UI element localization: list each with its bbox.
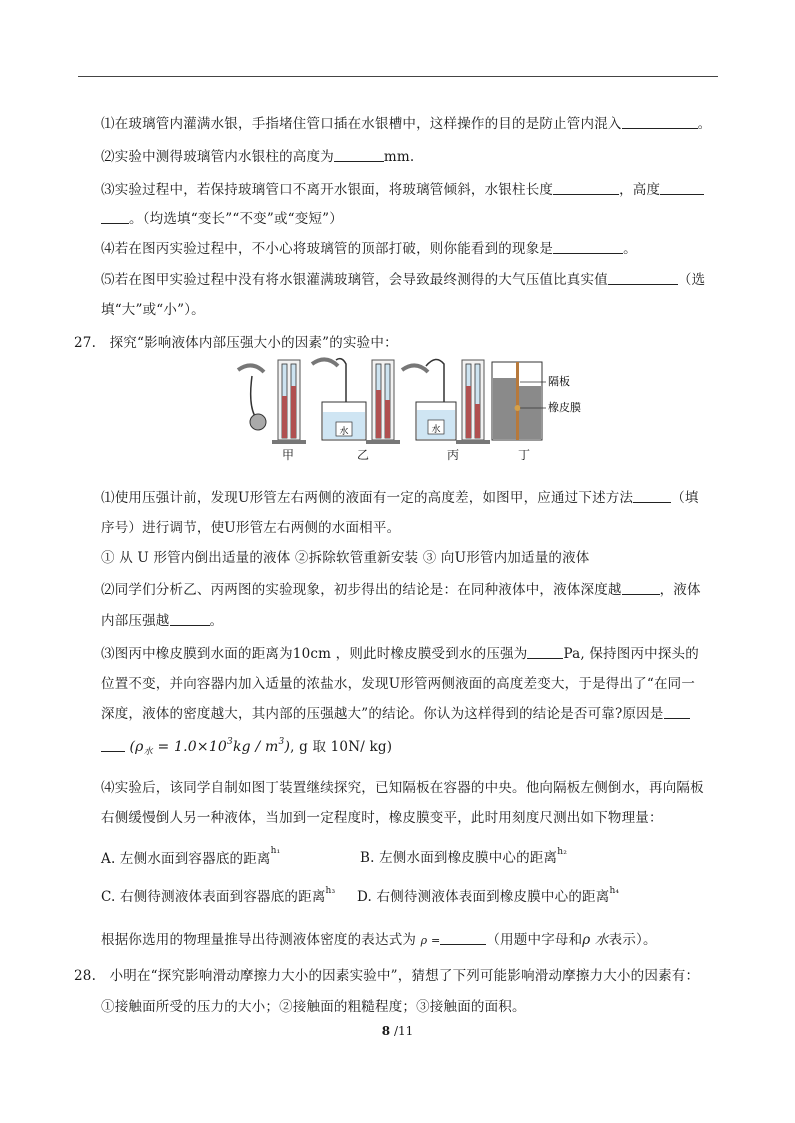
figure-ding	[492, 362, 581, 440]
q27-option-a: A. 左侧水面到容器底的距离$^{h_1}$	[101, 846, 281, 867]
caption-ding: 丁	[518, 448, 531, 462]
caption-jia: 甲	[282, 448, 295, 462]
answer-blank[interactable]	[334, 148, 384, 162]
q27-part4-cont: 右侧缓慢倒人另一种液体，当加到一定程度时，橡皮膜变平，此时用刻度尺测出如下物理量：	[101, 810, 663, 826]
answer-blank[interactable]	[101, 738, 125, 752]
figure-yi	[312, 359, 400, 444]
hand-icon	[402, 365, 428, 372]
q26-part2: ⑵实验中测得玻璃管内水银柱的高度为 mm.	[101, 149, 415, 165]
q28-line1: 28. 小明在“探究影响滑动摩擦力大小的因素实验中”，猜想了下列可能影响滑动摩擦力大小的因素有：	[74, 968, 700, 984]
header-rule	[78, 76, 718, 77]
answer-blank[interactable]	[664, 705, 690, 719]
hand-icon	[238, 365, 264, 372]
q27-option-c: C. 右侧待测液体表面到容器底的距离$^{h_3}$	[101, 886, 336, 905]
membrane-icon	[515, 405, 521, 411]
answer-blank[interactable]	[553, 240, 623, 254]
q27-part1-cont: 序号）进行调节，使U形管左右两侧的水面相平。	[101, 520, 401, 536]
q27-formula: $(\rho_水 = 1.0\times 10^3kg / m^3)$, g 取 10N/ kg)	[101, 735, 392, 757]
experiment-figure	[230, 356, 590, 460]
q27-option-d: D. 右侧待测液体表面到橡皮膜中心的距离$^{h_4}$	[357, 886, 620, 905]
q27-options: ① 从 U 形管内倒出适量的液体 ②拆除软管重新安装 ③ 向U形管内加适量的液体	[101, 550, 590, 566]
tube-icon	[251, 376, 256, 418]
q27-part3-cont2: 深度，液体的密度越大，其内部的压强越大”的结论。你认为这样得到的结论是否可靠?原因是	[101, 702, 690, 722]
probe-icon	[250, 414, 266, 430]
q26-part3: ⑶实验过程中，若保持玻璃管口不离开水银面，将玻璃管倾斜，水银柱长度 ，高度	[101, 178, 704, 198]
q26-part5: ⑸若在图甲实验过程中没有将水银灌满玻璃管，会导致最终测得的大气压值比真实值 （选	[101, 272, 706, 288]
answer-blank[interactable]	[527, 645, 563, 659]
label-membrane: 橡皮膜	[548, 401, 581, 414]
answer-blank[interactable]	[440, 931, 486, 945]
answer-blank[interactable]	[633, 489, 671, 503]
figure-jia	[238, 360, 306, 444]
u-tube-frame	[278, 360, 300, 440]
answer-blank[interactable]	[622, 115, 698, 129]
q27-part4: ⑷实验后，该同学自制如图丁装置继续探究，已知隔板在容器的中央。他向隔板左侧倒水，再向隔板	[101, 780, 704, 796]
answer-blank[interactable]	[101, 210, 129, 224]
q27-part2-cont: 内部压强越 。	[101, 613, 224, 629]
q27-part1: ⑴使用压强计前，发现U形管左右两侧的液面有一定的高度差，如图甲，应通过下述方法 （填	[101, 490, 699, 506]
label-partition: 隔板	[548, 375, 570, 388]
answer-blank[interactable]	[170, 612, 210, 626]
page-number: 8 /11	[381, 1024, 414, 1038]
caption-bing: 丙	[447, 448, 460, 462]
figure-bing	[402, 359, 490, 444]
q27-part2: ⑵同学们分析乙、丙两图的实验现象，初步得出的结论是：在同种液体中，液体深度越 ，液体	[101, 582, 701, 598]
q26-part4: ⑷若在图丙实验过程中，不小心将玻璃管的顶部打破，则你能看到的现象是 。	[101, 241, 637, 257]
partition-icon	[516, 362, 519, 440]
caption-yi: 乙	[357, 448, 370, 462]
water-label: 水	[339, 427, 349, 437]
answer-blank[interactable]	[660, 181, 704, 195]
q27-part3: ⑶图丙中橡皮膜到水面的距离为10cm ，则此时橡皮膜受到水的压强为 Pa, 保持图丙中探头的	[101, 646, 699, 662]
answer-blank[interactable]	[608, 271, 678, 285]
q27-part3-cont1: 位置不变，并向容器内加入适量的浓盐水，发现U形管两侧液面的高度差变大，于是得出了“在同一	[101, 676, 696, 692]
answer-blank[interactable]	[622, 581, 660, 595]
q26-part5-cont: 填“大”或“小”）。	[101, 302, 205, 318]
q27-title: 27. 探究“影响液体内部压强大小的因素”的实验中：	[74, 335, 398, 351]
q27-part5: 根据你选用的物理量推导出待测液体密度的表达式为 ρ = （用题中字母和ρ 水表示）。	[101, 932, 657, 948]
q27-option-b: B. 左侧水面到橡皮膜中心的距离$^{h_2}$	[360, 847, 568, 866]
water-label: 水	[431, 425, 441, 435]
q26-part3-cont: 。（均选填“变长”“不变”或“变短”）	[101, 207, 343, 227]
q26-part1: ⑴在玻璃管内灌满水银，手指堵住管口插在水银槽中，这样操作的目的是防止管内混入 。	[101, 116, 712, 132]
hand-icon	[312, 359, 338, 366]
answer-blank[interactable]	[553, 181, 619, 195]
q28-line2: ①接触面所受的压力的大小；②接触面的粗糙程度；③接触面的面积。	[101, 999, 526, 1015]
